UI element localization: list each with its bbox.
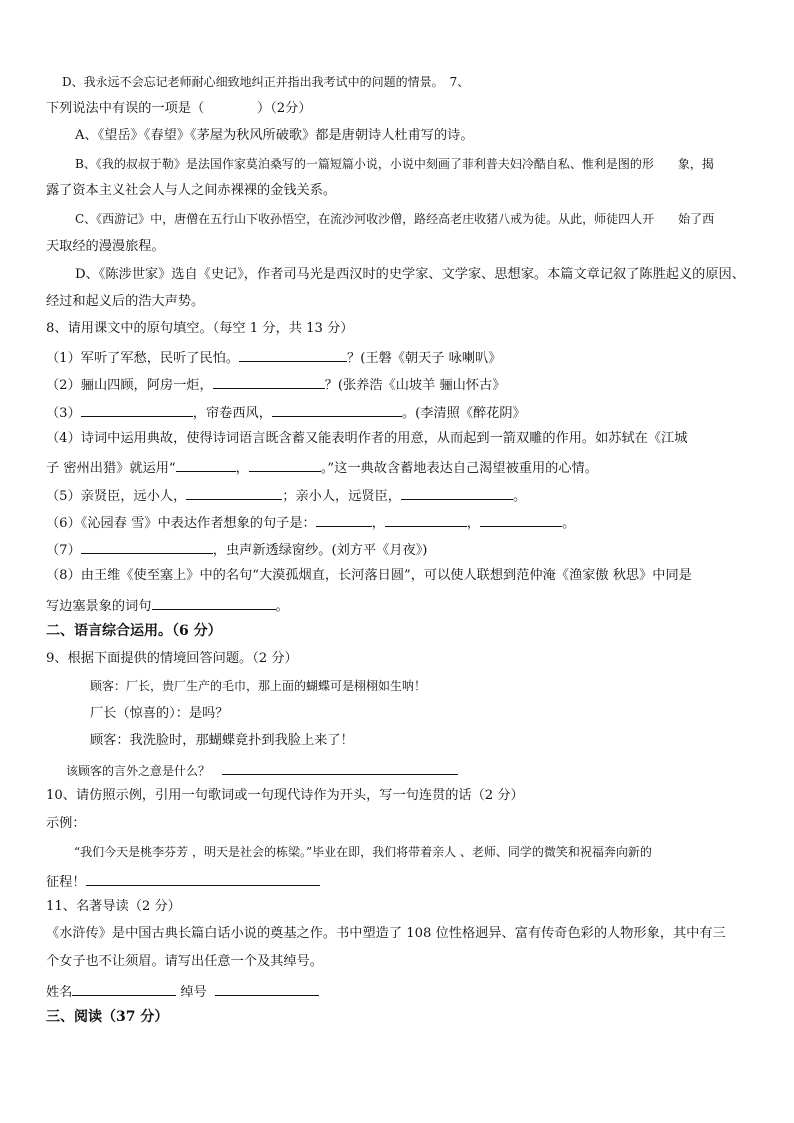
answer-blank[interactable] [213, 374, 325, 389]
q7-option-b-line1: B、《我的叔叔于勒》是法国作家莫泊桑写的一篇短篇小说，小说中刻画了菲利普夫妇冷酷自私、惟利是图的形 象，揭 [75, 157, 714, 171]
q10-stem: 10、请仿照示例，引用一句歌词或一句现代诗作为开头，写一句连贯的话（2 分） [46, 788, 524, 803]
name-blank[interactable] [72, 981, 176, 996]
answer-blank[interactable] [249, 457, 321, 472]
q7-option-c-line1: C、《西游记》中，唐僧在五行山下收孙悟空，在流沙河收沙僧，路经高老庄收猪八戒为徒。从此，师徒四人开 始了西 [75, 212, 715, 226]
answer-blank[interactable] [81, 402, 193, 417]
q8-item-2: （2）骊山四顾，阿房一炬， ？(张养浩《山坡羊 骊山怀古》 [46, 374, 505, 395]
q9-dialogue-customer-2: 顾客：我洗脸时，那蝴蝶竟扑到我脸上来了！ [90, 733, 354, 748]
q11-answer-row: 姓名 绰号 [46, 981, 319, 1002]
q7-stem: 下列说法中有误的一项是（ ）（2分） [46, 101, 312, 116]
q6-option-d: D、我永远不会忘记老师耐心细致地纠正并指出我考试中的问题的情景。 7、 [62, 75, 470, 89]
answer-blank[interactable] [401, 485, 513, 500]
answer-blank[interactable] [316, 512, 372, 527]
section-3-heading: 三、阅读（37 分） [46, 1009, 169, 1025]
q9-dialogue-manager: 厂长（惊喜的）：是吗？ [90, 706, 229, 721]
q7-option-d-line2: 经过和起义后的浩大声势。 [46, 294, 205, 309]
q8-item-8-line2: 写边塞景象的词句 。 [46, 595, 289, 616]
answer-blank[interactable] [86, 871, 320, 886]
q7-option-c-line2: 天取经的漫漫旅程。 [46, 239, 165, 254]
q8-item-8-line1: （8）由王维《使至塞上》中的名句“大漠孤烟直，长河落日圆”，可以使人联想到范仲淹《渔家傲 秋思》中同是 [46, 568, 692, 583]
answer-blank[interactable] [152, 595, 276, 610]
q7-option-d-line1: D、《陈涉世家》选自《史记》，作者司马光是西汉时的史学家、文学家、思想家。本篇文章记叙了陈胜起义的原因、 [75, 267, 745, 282]
q8-item-5: （5）亲贤臣，远小人， ；亲小人，远贤臣， 。 [46, 485, 526, 506]
answer-blank[interactable] [385, 512, 467, 527]
answer-blank[interactable] [222, 760, 458, 775]
q9-question: 该顾客的言外之意是什么？ [66, 760, 458, 780]
answer-blank[interactable] [176, 457, 236, 472]
q8-item-3: （3） ，帘卷西风， 。(李清照《醉花阴》 [46, 402, 526, 423]
q10-example-line1: “我们今天是桃李芬芳 ，明天是社会的栋梁。”毕业在即，我们将带着亲人 、老师、同学的微笑和祝福奔向新的 [74, 845, 652, 859]
q11-text-line1: 《水浒传》是中国古典长篇白话小说的奠基之作。书中塑造了 108 位性格迥异、富有传奇色彩的人物形象，其中有三 [46, 926, 726, 941]
q8-item-1: （1）军听了军愁，民听了民怕。 ？(王磐《朝天子 咏喇叭》 [46, 347, 501, 368]
q8-item-7: （7） ，虫声新透绿窗纱。(刘方平《月夜》) [46, 539, 427, 560]
section-2-heading: 二、语言综合运用。（6 分） [46, 623, 222, 639]
q10-example-label: 示例： [46, 816, 86, 831]
q8-item-6: （6）《沁园春 雪》中表达作者想象的句子是： ， ， 。 [46, 512, 575, 533]
answer-blank[interactable] [186, 485, 282, 500]
q9-dialogue-customer-1: 顾客：厂长，贵厂生产的毛巾，那上面的蝴蝶可是栩栩如生呐！ [90, 679, 427, 693]
q10-example-line2: 征程！ [46, 871, 320, 892]
q8-item-4-line2: 子 密州出猎》就运用“ ， 。”这一典故含蓄地表达自己渴望被重用的心情。 [46, 457, 598, 478]
answer-blank[interactable] [272, 402, 402, 417]
answer-blank[interactable] [480, 512, 562, 527]
q7-option-a: A、《望岳》《春望》《茅屋为秋风所破歌》都是唐朝诗人杜甫写的诗。 [75, 128, 474, 143]
q8-item-4-line1: （4）诗词中运用典故，使得诗词语言既含蓄又能表明作者的用意，从而起到一箭双雕的作用。如苏轼在《江城 [46, 431, 688, 446]
q8-stem: 8、请用课文中的原句填空。（每空 1 分，共 13 分） [46, 321, 354, 336]
q11-stem: 11、名著导读（2 分） [46, 899, 181, 914]
q9-stem: 9、根据下面提供的情境回答问题。（2 分） [46, 651, 298, 666]
answer-blank[interactable] [81, 539, 213, 554]
q7-option-b-line2: 露了资本主义社会人与人之间赤裸裸的金钱关系。 [46, 183, 337, 198]
nickname-blank[interactable] [215, 981, 319, 996]
q11-text-line2: 个女子也不让须眉。请写出任意一个及其绰号。 [46, 954, 323, 969]
answer-blank[interactable] [239, 347, 347, 362]
